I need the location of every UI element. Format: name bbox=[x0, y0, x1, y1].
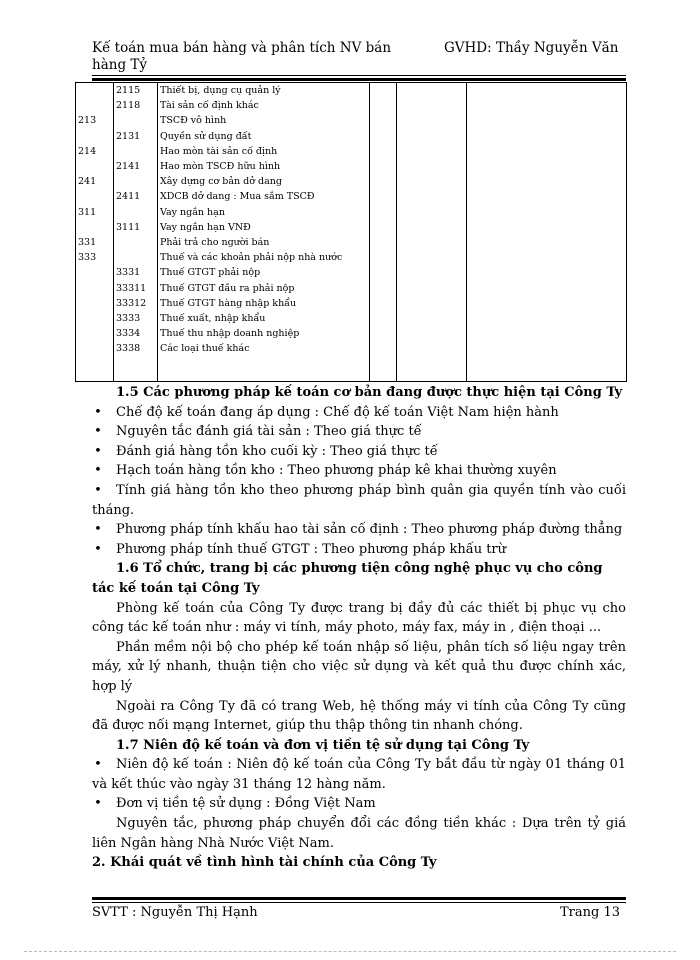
cell-account bbox=[76, 311, 114, 326]
cell-subaccount: 2141 bbox=[114, 159, 158, 174]
table-row bbox=[76, 98, 627, 113]
header-advisor: GVHD: Thầy Nguyễn Văn bbox=[444, 40, 619, 56]
cell-subaccount: 33311 bbox=[114, 281, 158, 296]
cell-empty bbox=[467, 83, 627, 99]
cell-empty bbox=[397, 341, 467, 356]
cell-empty bbox=[467, 220, 627, 235]
cell-empty bbox=[370, 341, 397, 356]
cell-account-name: Thiết bị, dụng cụ quản lý bbox=[158, 83, 370, 99]
cell-empty bbox=[370, 220, 397, 235]
cell-account-name: Hao mòn tài sản cố định bbox=[158, 144, 370, 159]
list-item: • Tính giá hàng tồn kho theo phương pháp bình quân gia quyền tính vào cuối tháng. bbox=[92, 482, 626, 518]
cell-subaccount bbox=[114, 357, 158, 382]
list-item: • Đơn vị tiền tệ sử dụng : Đồng Việt Nam bbox=[92, 794, 626, 814]
cell-empty bbox=[397, 250, 467, 265]
table-row bbox=[76, 205, 627, 220]
cell-empty bbox=[467, 235, 627, 250]
cell-account-name: Quyền sử dụng đất bbox=[158, 129, 370, 144]
cell-subaccount bbox=[114, 113, 158, 128]
cell-subaccount bbox=[114, 144, 158, 159]
cell-empty bbox=[467, 144, 627, 159]
cell-empty bbox=[467, 357, 627, 382]
cell-account-name: Thuế xuất, nhập khẩu bbox=[158, 311, 370, 326]
cell-empty bbox=[370, 311, 397, 326]
cell-empty bbox=[467, 129, 627, 144]
cell-account-name: Tài sản cố định khác bbox=[158, 98, 370, 113]
bullet-icon: • bbox=[94, 463, 102, 479]
cell-empty bbox=[397, 220, 467, 235]
paragraph: Nguyên tắc, phương pháp chuyển đổi các đồng tiền khác : Dựa trên tỷ giá liên Ngân hàng Nhà Nước Việt Nam. bbox=[92, 816, 626, 851]
cell-empty bbox=[397, 235, 467, 250]
cell-account-name: Các loại thuế khác bbox=[158, 341, 370, 356]
cell-account: 241 bbox=[76, 174, 114, 189]
cell-account bbox=[76, 326, 114, 341]
cell-empty bbox=[397, 174, 467, 189]
table-row bbox=[76, 296, 627, 311]
cell-account-name: TSCĐ vô hình bbox=[158, 113, 370, 128]
list-item: • Nguyên tắc đánh giá tài sản : Theo giá thực tế bbox=[92, 422, 626, 442]
cell-subaccount bbox=[114, 250, 158, 265]
cell-empty bbox=[370, 205, 397, 220]
cell-empty bbox=[467, 265, 627, 280]
paragraph: Ngoài ra Công Ty đã có trang Web, hệ thống máy vi tính của Công Ty cũng đã được nối mạng Internet, giúp thu thập thông tin nhanh chóng. bbox=[92, 698, 626, 734]
cell-account-name: Hao mòn TSCĐ hữu hình bbox=[158, 159, 370, 174]
cell-empty bbox=[397, 205, 467, 220]
cell-subaccount: 3331 bbox=[114, 265, 158, 280]
cell-empty bbox=[397, 113, 467, 128]
cell-empty bbox=[397, 265, 467, 280]
cell-account bbox=[76, 357, 114, 382]
bullet-icon: • bbox=[94, 424, 102, 440]
cell-subaccount bbox=[114, 174, 158, 189]
cell-empty bbox=[370, 129, 397, 144]
cell-empty bbox=[370, 189, 397, 204]
cell-empty bbox=[370, 235, 397, 250]
cell-empty bbox=[397, 281, 467, 296]
header-rule-thin bbox=[92, 75, 626, 76]
heading-1-7: 1.7 Niên độ kế toán và đơn vị tiền tệ sử dụng tại Công Ty bbox=[116, 737, 530, 753]
cell-subaccount: 2131 bbox=[114, 129, 158, 144]
footer-rule-thin bbox=[92, 902, 626, 903]
heading-1-6: 1.6 Tổ chức, trang bị các phương tiện công nghệ phục vụ cho công tác kế toán tại Công Ty bbox=[92, 561, 603, 596]
cell-empty bbox=[397, 98, 467, 113]
cell-empty bbox=[370, 144, 397, 159]
cell-subaccount: 2411 bbox=[114, 189, 158, 204]
bullet-icon: • bbox=[94, 796, 102, 812]
table-row bbox=[76, 144, 627, 159]
table-row bbox=[76, 174, 627, 189]
cell-account-name: Thuế GTGT hàng nhập khẩu bbox=[158, 296, 370, 311]
table-row bbox=[76, 311, 627, 326]
cell-empty bbox=[370, 98, 397, 113]
bullet-icon: • bbox=[94, 757, 102, 773]
cell-empty bbox=[467, 296, 627, 311]
table-row bbox=[76, 281, 627, 296]
table-row bbox=[76, 235, 627, 250]
cell-empty bbox=[467, 205, 627, 220]
cell-subaccount: 33312 bbox=[114, 296, 158, 311]
cell-empty bbox=[370, 326, 397, 341]
cell-empty bbox=[467, 159, 627, 174]
cell-account-name: Vay ngắn hạn VNĐ bbox=[158, 220, 370, 235]
table-row bbox=[76, 189, 627, 204]
cell-empty bbox=[370, 113, 397, 128]
cell-empty bbox=[370, 357, 397, 382]
table-row bbox=[76, 265, 627, 280]
cell-subaccount bbox=[114, 235, 158, 250]
cell-subaccount bbox=[114, 205, 158, 220]
cell-empty bbox=[467, 281, 627, 296]
table-row bbox=[76, 129, 627, 144]
cell-account-name: Thuế thu nhập doanh nghiệp bbox=[158, 326, 370, 341]
cell-empty bbox=[397, 296, 467, 311]
cell-empty bbox=[397, 189, 467, 204]
cell-subaccount: 3338 bbox=[114, 341, 158, 356]
heading-1-5: 1.5 Các phương pháp kế toán cơ bản đang được thực hiện tại Công Ty bbox=[116, 385, 623, 400]
cell-empty bbox=[467, 174, 627, 189]
cell-account bbox=[76, 296, 114, 311]
cell-empty bbox=[467, 341, 627, 356]
cell-empty bbox=[467, 189, 627, 204]
cell-empty bbox=[370, 159, 397, 174]
cell-empty bbox=[467, 250, 627, 265]
cell-subaccount: 3111 bbox=[114, 220, 158, 235]
table-row bbox=[76, 326, 627, 341]
cell-account-name bbox=[158, 357, 370, 382]
footer-page-number: Trang 13 bbox=[560, 905, 621, 920]
list-item: • Chế độ kế toán đang áp dụng : Chế độ kế toán Việt Nam hiện hành bbox=[92, 403, 626, 423]
cell-subaccount: 2118 bbox=[114, 98, 158, 113]
heading-2: 2. Khái quát về tình hình tài chính của Công Ty bbox=[92, 855, 437, 871]
table-row bbox=[76, 159, 627, 174]
cell-account: 214 bbox=[76, 144, 114, 159]
cell-empty bbox=[397, 83, 467, 99]
cell-empty bbox=[467, 311, 627, 326]
cell-account bbox=[76, 83, 114, 99]
cell-account bbox=[76, 189, 114, 204]
cell-empty bbox=[370, 281, 397, 296]
cell-empty bbox=[397, 144, 467, 159]
cell-account bbox=[76, 98, 114, 113]
cell-account bbox=[76, 265, 114, 280]
cell-account-name: Phải trả cho người bán bbox=[158, 235, 370, 250]
table-row bbox=[76, 113, 627, 128]
account-table bbox=[75, 82, 627, 382]
footer-rule-thick bbox=[92, 897, 626, 900]
cell-account: 213 bbox=[76, 113, 114, 128]
cell-empty bbox=[370, 83, 397, 99]
cell-empty bbox=[370, 250, 397, 265]
bullet-icon: • bbox=[94, 541, 102, 557]
cell-empty bbox=[370, 296, 397, 311]
table-row bbox=[76, 220, 627, 235]
paragraph: Phần mềm nội bộ cho phép kế toán nhập số liệu, phân tích số liệu ngay trên máy, xử lý nhanh, thuận tiện cho việc sử dụng và kết quả thu được chính xác, hợp lý bbox=[92, 639, 626, 694]
cell-account bbox=[76, 281, 114, 296]
footer-student: SVTT : Nguyễn Thị Hạnh bbox=[92, 905, 258, 920]
cell-account bbox=[76, 341, 114, 356]
cell-empty bbox=[397, 311, 467, 326]
cell-empty bbox=[370, 174, 397, 189]
list-item: • Niên độ kế toán : Niên độ kế toán của Công Ty bắt đầu từ ngày 01 tháng 01 và kết thúc vào ngày 31 tháng 12 hàng năm. bbox=[92, 757, 626, 792]
cell-account-name: XDCB dở dang : Mua sắm TSCĐ bbox=[158, 189, 370, 204]
cell-account: 331 bbox=[76, 235, 114, 250]
cell-subaccount: 2115 bbox=[114, 83, 158, 99]
cell-account bbox=[76, 159, 114, 174]
cell-account bbox=[76, 129, 114, 144]
list-item: • Phương pháp tính khấu hao tài sản cố định : Theo phương pháp đường thẳng bbox=[92, 520, 626, 540]
content bbox=[92, 383, 626, 873]
cell-empty bbox=[397, 357, 467, 382]
cell-account: 333 bbox=[76, 250, 114, 265]
cell-empty bbox=[467, 113, 627, 128]
cell-empty bbox=[467, 326, 627, 341]
header-rule-thick bbox=[92, 78, 626, 81]
cell-subaccount: 3334 bbox=[114, 326, 158, 341]
cell-empty bbox=[397, 326, 467, 341]
table-row bbox=[76, 341, 627, 356]
cell-subaccount: 3333 bbox=[114, 311, 158, 326]
bullet-icon: • bbox=[94, 482, 102, 498]
cell-account-name: Thuế GTGT phải nộp bbox=[158, 265, 370, 280]
cell-empty bbox=[397, 159, 467, 174]
bullets-1-5 bbox=[92, 403, 626, 560]
list-item: • Đánh giá hàng tồn kho cuối kỳ : Theo giá thực tế bbox=[92, 442, 626, 462]
cell-empty bbox=[370, 265, 397, 280]
table-row bbox=[76, 83, 627, 99]
cell-empty bbox=[467, 98, 627, 113]
cell-empty bbox=[397, 129, 467, 144]
page-break-line bbox=[24, 951, 676, 952]
bullet-icon: • bbox=[94, 522, 102, 538]
bullet-icon: • bbox=[94, 404, 102, 420]
list-item: • Phương pháp tính thuế GTGT : Theo phương pháp khấu trừ bbox=[92, 540, 626, 560]
cell-account-name: Thuế GTGT đầu ra phải nộp bbox=[158, 281, 370, 296]
bullets-1-7 bbox=[92, 755, 626, 814]
table-row bbox=[76, 357, 627, 382]
paragraph: Phòng kế toán của Công Ty được trang bị đầy đủ các thiết bị phục vụ cho công tác kế toán như : máy vi tính, máy photo, máy fax, máy in , điện thoại ... bbox=[92, 600, 626, 636]
bullet-icon: • bbox=[94, 443, 102, 459]
list-item: • Hạch toán hàng tồn kho : Theo phương pháp kê khai thường xuyên bbox=[92, 461, 626, 481]
cell-account: 311 bbox=[76, 205, 114, 220]
cell-account bbox=[76, 220, 114, 235]
header-title: Kế toán mua bán hàng và phân tích NV bán hàng Tỷ bbox=[92, 40, 392, 73]
cell-account-name: Xây dựng cơ bản dở dang bbox=[158, 174, 370, 189]
cell-account-name: Vay ngắn hạn bbox=[158, 205, 370, 220]
cell-account-name: Thuế và các khoản phải nộp nhà nước bbox=[158, 250, 370, 265]
table-row bbox=[76, 250, 627, 265]
